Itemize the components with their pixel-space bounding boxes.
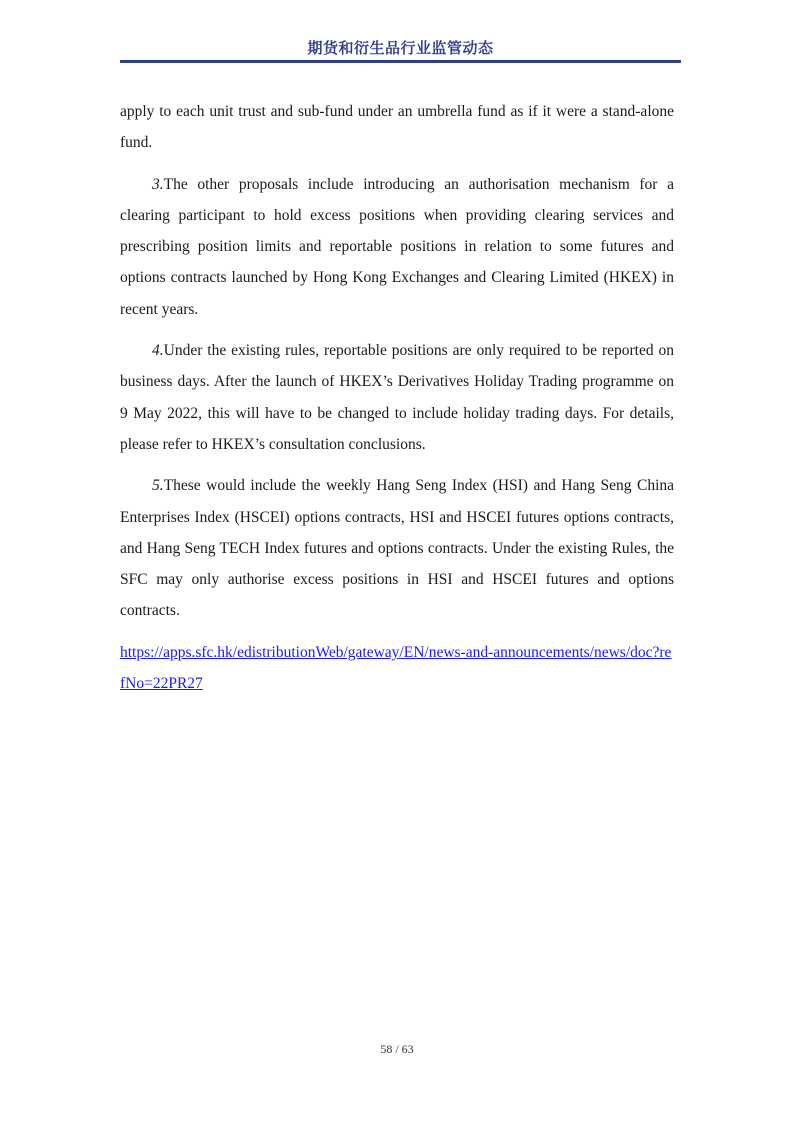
paragraph-text: Under the existing rules, reportable positions are only required to be reported on business days. After the launch of HKEX’s Derivatives Holiday Trading programme on 9 May 2022, this will have to be changed to include holiday trading days. For details, please refer to HKEX’s consultation conclusions. (120, 342, 674, 453)
paragraph-text: apply to each unit trust and sub-fund under an umbrella fund as if it were a stand-alone fund. (120, 103, 674, 152)
page-footer (0, 1042, 794, 1057)
running-header-title: 期货和衍生品行业监管动态 (307, 39, 494, 57)
note-number: 5. (152, 477, 164, 495)
source-link[interactable]: https://apps.sfc.hk/edistributionWeb/gateway/EN/news-and-announcements/news/doc?refNo=22PR27 (120, 643, 672, 693)
paragraph-text: The other proposals include introducing an authorisation mechanism for a clearing participant to hold excess positions when providing clearing services and prescribing position limits and reportable positions in relation to some futures and options contracts launched by Hong Kong Exchanges and Clearing Limited (HKEX) in recent years. (120, 175, 674, 318)
note-number: 4. (152, 342, 164, 360)
paragraph-continuation (120, 96, 674, 159)
page-number: 58 / 63 (380, 1042, 414, 1056)
note-number: 3. (152, 175, 164, 193)
paragraph-note-4 (120, 335, 674, 460)
paragraph-note-5 (120, 470, 674, 626)
header-divider (120, 60, 681, 63)
page-header (120, 38, 681, 63)
document-body (120, 96, 674, 699)
paragraph-text: These would include the weekly Hang Seng Index (HSI) and Hang Seng China Enterprises Index (HSCEI) options contracts, HSI and HSCEI futures options contracts, and Hang Seng TECH Index futures and options contracts. Under the existing Rules, the SFC may only authorise excess positions in HSI and HSCEI futures and options contracts. (120, 477, 674, 620)
paragraph-note-3 (120, 169, 674, 325)
